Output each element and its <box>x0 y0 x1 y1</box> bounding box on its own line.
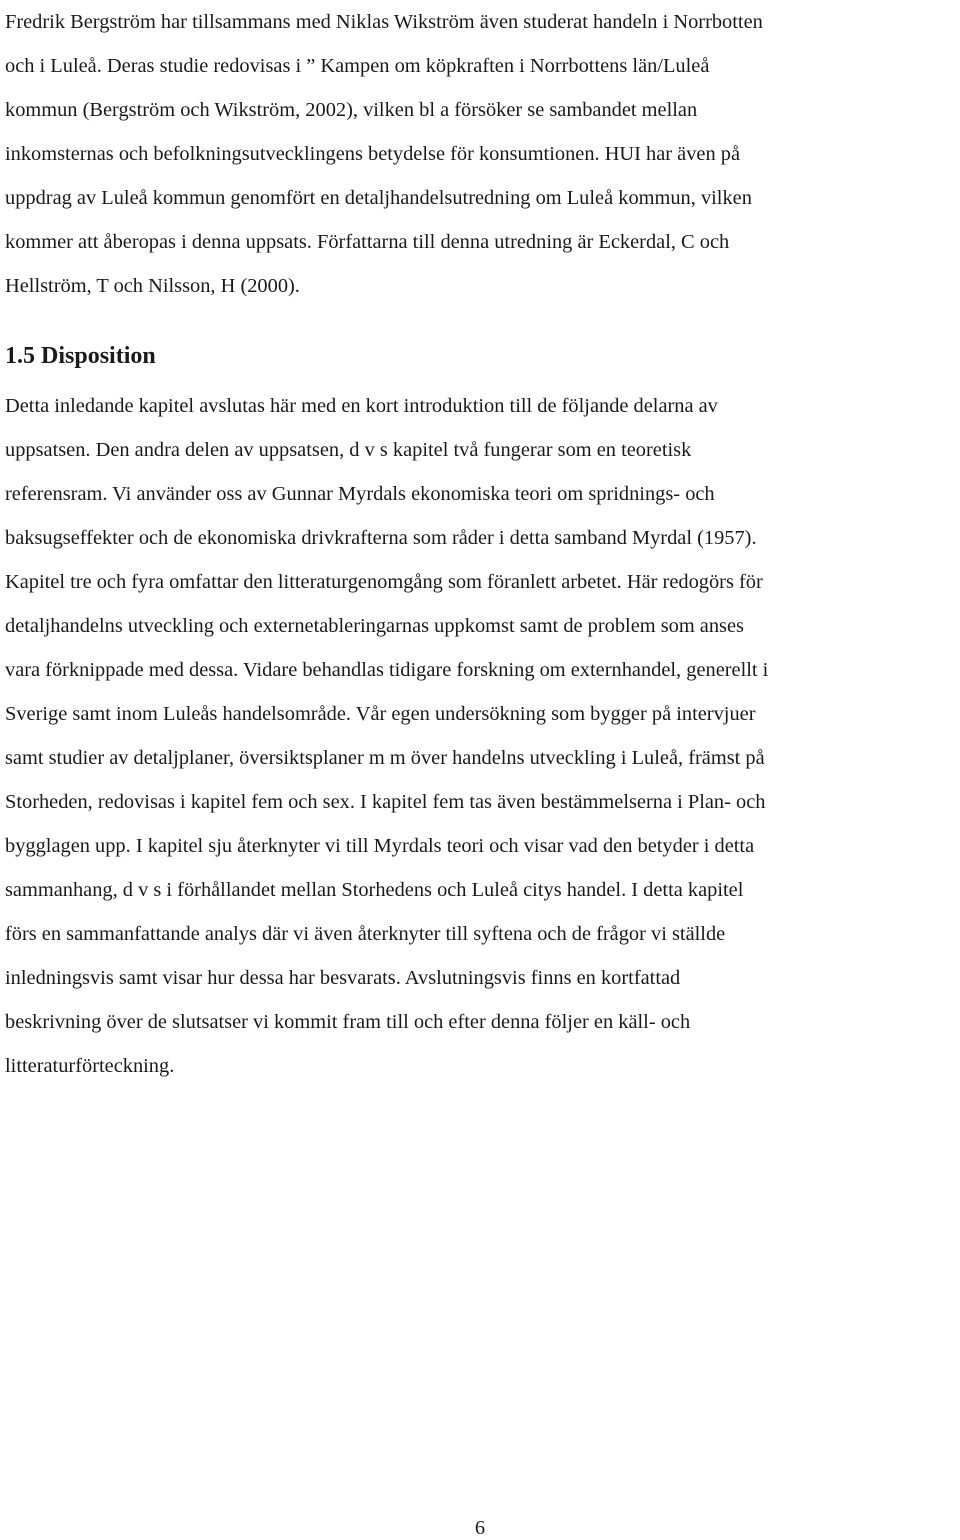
text-line: bygglagen upp. I kapitel sju återknyter vi till Myrdals teori och visar vad den betyder i detta <box>5 835 755 857</box>
text-line: Storheden, redovisas i kapitel fem och sex. I kapitel fem tas även bestämmelserna i Plan- och <box>5 791 766 813</box>
text-line: sammanhang, d v s i förhållandet mellan Storhedens och Luleå citys handel. I detta kapitel <box>5 879 744 901</box>
page-number: 6 <box>474 1517 486 1539</box>
text-line: kommun (Bergström och Wikström, 2002), vilken bl a försöker se sambandet mellan <box>5 99 698 121</box>
text-line: Fredrik Bergström har tillsammans med Niklas Wikström även studerat handeln i Norrbotten <box>5 11 763 33</box>
paragraph-disposition <box>5 384 960 1088</box>
section-heading: 1.5 Disposition <box>5 343 156 369</box>
text-line: och i Luleå. Deras studie redovisas i ” Kampen om köpkraften i Norrbottens län/Luleå <box>5 55 710 77</box>
text-line: inledningsvis samt visar hur dessa har besvarats. Avslutningsvis finns en kortfattad <box>5 967 681 989</box>
text-line: kommer att åberopas i denna uppsats. Författarna till denna utredning är Eckerdal, C och <box>5 231 730 253</box>
text-line: Sverige samt inom Luleås handelsområde. Vår egen undersökning som bygger på intervjuer <box>5 703 756 725</box>
text-line: Detta inledande kapitel avslutas här med en kort introduktion till de följande delarna av <box>5 395 718 417</box>
text-line: vara förknippade med dessa. Vidare behandlas tidigare forskning om externhandel, generellt i <box>5 659 769 681</box>
text-line: samt studier av detaljplaner, översiktsplaner m m över handelns utveckling i Luleå, främst på <box>5 747 765 769</box>
text-line: litteraturförteckning. <box>5 1055 175 1077</box>
text-line: uppdrag av Luleå kommun genomfört en detaljhandelsutredning om Luleå kommun, vilken <box>5 187 752 209</box>
text-line: detaljhandelns utveckling och externetableringarnas uppkomst samt de problem som anses <box>5 615 744 637</box>
text-line: referensram. Vi använder oss av Gunnar Myrdals ekonomiska teori om spridnings- och <box>5 483 715 505</box>
document-page <box>5 0 960 1088</box>
text-line: baksugseffekter och de ekonomiska drivkrafterna som råder i detta samband Myrdal (1957). <box>5 527 757 549</box>
text-line: beskrivning över de slutsatser vi kommit fram till och efter denna följer en käll- och <box>5 1011 691 1033</box>
paragraph-intro <box>5 0 960 308</box>
text-line: Kapitel tre och fyra omfattar den litteraturgenomgång som föranlett arbetet. Här redogörs för <box>5 571 763 593</box>
text-line: inkomsternas och befolkningsutvecklingens betydelse för konsumtionen. HUI har även på <box>5 143 741 165</box>
text-line: förs en sammanfattande analys där vi även återknyter till syftena och de frågor vi ställde <box>5 923 726 945</box>
text-line: Hellström, T och Nilsson, H (2000). <box>5 275 300 297</box>
text-line: uppsatsen. Den andra delen av uppsatsen, d v s kapitel två fungerar som en teoretisk <box>5 439 692 461</box>
